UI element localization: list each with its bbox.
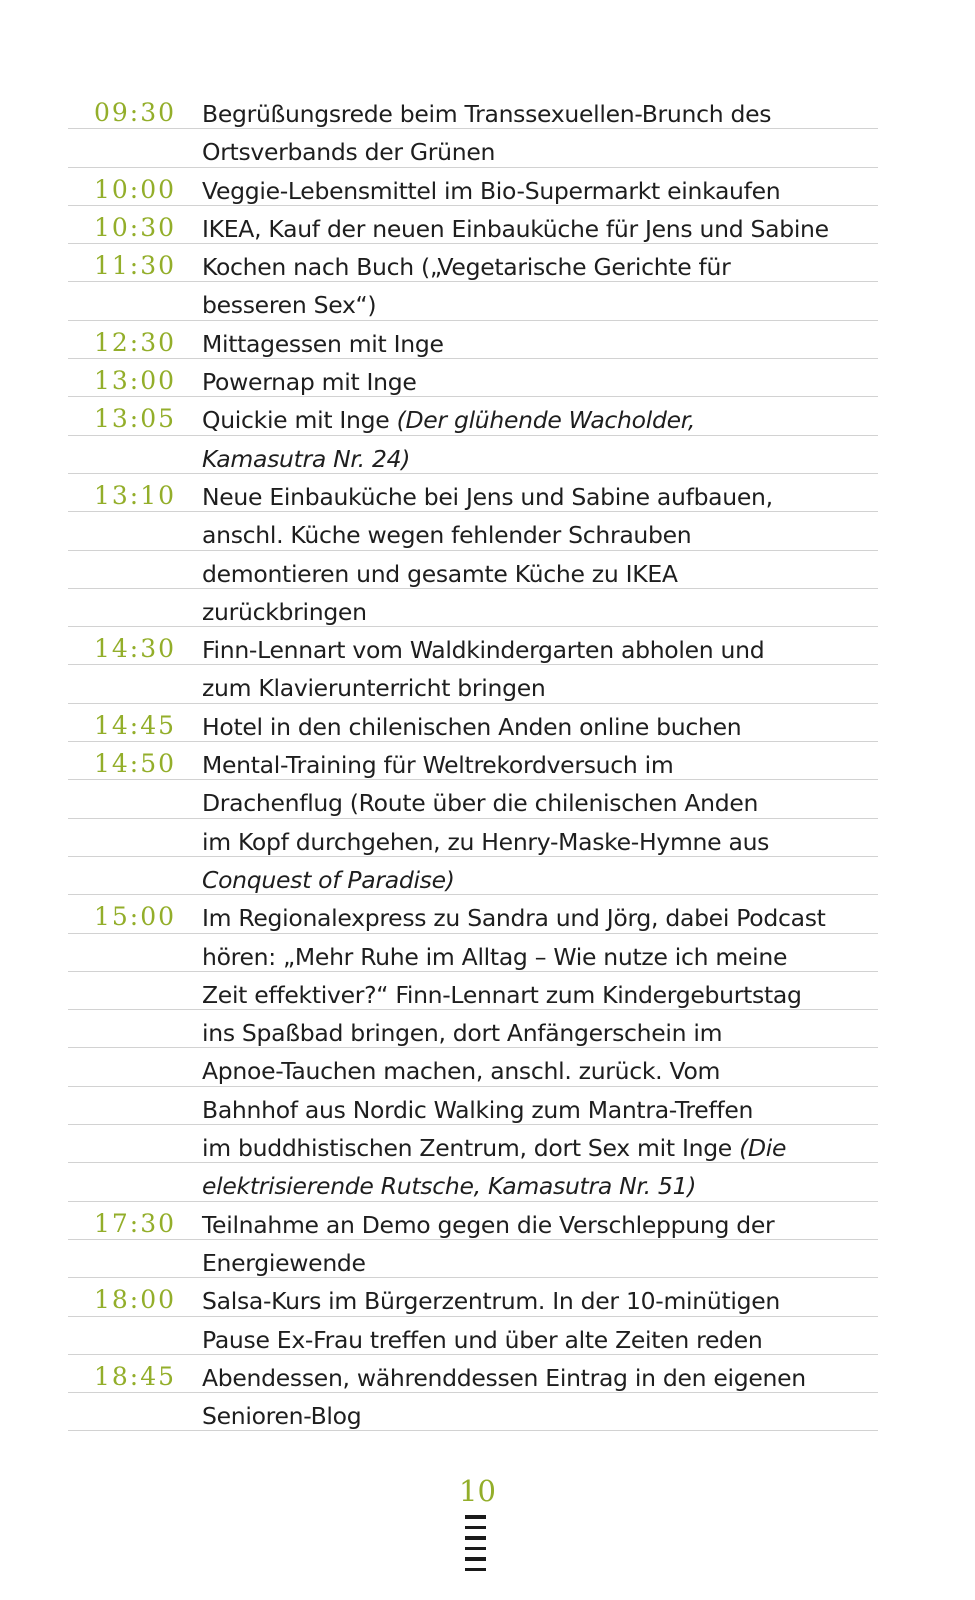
entry-text: [202, 1326, 762, 1354]
entry-text: [202, 406, 695, 434]
entry-time: 11:30: [94, 251, 177, 281]
entry-text-segment: Bahnhof aus Nordic Walking zum Mantra-Treffen: [202, 1095, 754, 1124]
entry-text-segment: besseren Sex“): [202, 291, 377, 320]
entry-time: 13:05: [94, 404, 177, 434]
entry-text: [202, 751, 673, 779]
entry-text-segment: demontieren und gesamte Küche zu IKEA: [202, 559, 678, 588]
page-mark-bar: [465, 1547, 486, 1551]
schedule-entry-continuation: [68, 857, 878, 895]
entry-text: [202, 291, 376, 319]
entry-text: [202, 636, 764, 664]
entry-time: 10:30: [94, 212, 177, 242]
entry-text-segment: IKEA, Kauf der neuen Einbauküche für Jens und Sabine: [202, 214, 829, 243]
entry-text: [202, 1287, 780, 1315]
schedule-entry-continuation: [68, 1317, 878, 1355]
page-mark-bar: [465, 1536, 486, 1540]
entry-text: [202, 981, 802, 1009]
entry-text-segment: Abendessen, währenddessen Eintrag in den eigenen: [202, 1363, 806, 1392]
page-number: 10: [459, 1474, 496, 1508]
schedule-list: [68, 91, 878, 1431]
entry-text-segment: Veggie-Lebensmittel im Bio-Supermarkt einkaufen: [202, 176, 781, 205]
schedule-entry: [68, 627, 878, 665]
entry-text-segment: Mental-Training für Weltrekordversuch im: [202, 751, 674, 780]
entry-text: [202, 904, 826, 932]
entry-time: 14:50: [94, 749, 177, 779]
page-marks-decoration: [465, 1515, 486, 1578]
entry-text-italic: Conquest of Paradise): [202, 865, 455, 894]
entry-time: 10:00: [94, 174, 177, 204]
entry-text: [202, 1019, 722, 1047]
schedule-entry-continuation: [68, 436, 878, 474]
entry-text: [202, 483, 773, 511]
entry-text: [202, 1134, 786, 1162]
entry-text: [202, 1211, 774, 1239]
schedule-entry-continuation: [68, 129, 878, 167]
entry-text-segment: Salsa-Kurs im Bürgerzentrum. In der 10-minütigen: [202, 1287, 780, 1316]
entry-text-segment: zurückbringen: [202, 597, 367, 626]
entry-text-italic: (Der glühende Wacholder,: [396, 406, 696, 435]
page-mark-bar: [465, 1568, 486, 1572]
schedule-entry: [68, 397, 878, 435]
entry-text-segment: im Kopf durchgehen, zu Henry-Maske-Hymne aus: [202, 827, 770, 856]
schedule-entry-continuation: [68, 1240, 878, 1278]
entry-text: [202, 177, 780, 205]
entry-text: [202, 253, 730, 281]
schedule-entry: [68, 895, 878, 933]
schedule-entry-continuation: [68, 780, 878, 818]
schedule-entry: [68, 1202, 878, 1240]
entry-text-segment: Begrüßungsrede beim Transsexuellen-Brunch des: [202, 100, 772, 128]
entry-time: 12:30: [94, 327, 177, 357]
page-mark-bar: [465, 1557, 486, 1561]
page-mark-bar: [465, 1515, 486, 1519]
entry-text-italic: elektrisierende Rutsche, Kamasutra Nr. 51): [202, 1172, 697, 1201]
entry-text: [202, 789, 758, 817]
entry-text: [202, 1249, 366, 1277]
entry-text: [202, 674, 545, 702]
entry-text: [202, 713, 741, 741]
schedule-entry-continuation: [68, 972, 878, 1010]
entry-text: [202, 521, 691, 549]
entry-text: [202, 560, 678, 588]
schedule-entry-continuation: [68, 589, 878, 627]
entry-time: 13:00: [94, 366, 177, 396]
entry-text: [202, 943, 787, 971]
entry-text-segment: Energiewende: [202, 1248, 366, 1277]
entry-text-segment: Senioren-Blog: [202, 1402, 362, 1431]
entry-text: [202, 138, 495, 166]
entry-text-segment: Pause Ex-Frau treffen und über alte Zeiten reden: [202, 1325, 763, 1354]
entry-text: [202, 866, 455, 894]
entry-text: [202, 445, 410, 473]
entry-text-segment: Mittagessen mit Inge: [202, 329, 444, 358]
schedule-entry-continuation: [68, 1087, 878, 1125]
entry-text: [202, 1402, 361, 1430]
entry-text-segment: Neue Einbauküche bei Jens und Sabine aufbauen,: [202, 482, 773, 511]
schedule-entry-continuation: [68, 1125, 878, 1163]
entry-time: 09:30: [94, 98, 177, 127]
schedule-entry-continuation: [68, 819, 878, 857]
entry-time: 17:30: [94, 1208, 177, 1238]
page-mark-bar: [465, 1526, 486, 1530]
entry-time: 14:30: [94, 634, 177, 664]
entry-text: [202, 100, 771, 128]
entry-time: 14:45: [94, 710, 177, 740]
schedule-entry: [68, 704, 878, 742]
entry-text-segment: Kochen nach Buch („Vegetarische Gerichte für: [202, 253, 731, 282]
entry-text-segment: Ortsverbands der Grünen: [202, 138, 496, 167]
entry-text-segment: Drachenflug (Route über die chilenischen Anden: [202, 789, 759, 818]
schedule-entry: [68, 168, 878, 206]
entry-text-segment: Zeit effektiver?“ Finn-Lennart zum Kindergeburtstag: [202, 980, 802, 1009]
schedule-entry: [68, 474, 878, 512]
schedule-entry: [68, 1278, 878, 1316]
schedule-entry: [68, 91, 878, 129]
entry-text-segment: Quickie mit Inge: [202, 406, 397, 435]
entry-text: [202, 330, 444, 358]
schedule-entry: [68, 321, 878, 359]
entry-text-segment: Powernap mit Inge: [202, 368, 417, 397]
schedule-entry-continuation: [68, 665, 878, 703]
entry-text-italic: Kamasutra Nr. 24): [202, 444, 411, 473]
schedule-entry: [68, 1355, 878, 1393]
entry-time: 18:45: [94, 1361, 177, 1391]
entry-text: [202, 215, 829, 243]
entry-text-segment: anschl. Küche wegen fehlender Schrauben: [202, 521, 692, 550]
entry-text-italic: (Die: [739, 1134, 787, 1163]
schedule-entry: [68, 742, 878, 780]
schedule-entry-continuation: [68, 512, 878, 550]
entry-text: [202, 828, 769, 856]
entry-time: 15:00: [94, 902, 177, 932]
entry-text: [202, 368, 417, 396]
schedule-entry-continuation: [68, 1163, 878, 1201]
entry-text: [202, 1364, 806, 1392]
schedule-entry-continuation: [68, 551, 878, 589]
schedule-entry-continuation: [68, 934, 878, 972]
schedule-entry: [68, 244, 878, 282]
schedule-entry: [68, 206, 878, 244]
entry-text: [202, 1057, 720, 1085]
entry-text-segment: hören: „Mehr Ruhe im Alltag – Wie nutze ich meine: [202, 942, 788, 971]
entry-time: 13:10: [94, 480, 177, 510]
entry-text-segment: Hotel in den chilenischen Anden online buchen: [202, 712, 742, 741]
entry-time: 18:00: [94, 1285, 177, 1315]
entry-text-segment: Finn-Lennart vom Waldkindergarten abholen und: [202, 636, 765, 665]
entry-text: [202, 1096, 753, 1124]
entry-text: [202, 1172, 696, 1200]
entry-text-segment: Apnoe-Tauchen machen, anschl. zurück. Vom: [202, 1057, 721, 1086]
entry-text-segment: Im Regionalexpress zu Sandra und Jörg, dabei Podcast: [202, 904, 826, 933]
entry-text: [202, 598, 367, 626]
entry-text-segment: Teilnahme an Demo gegen die Verschleppung der: [202, 1210, 775, 1239]
schedule-entry-continuation: [68, 1393, 878, 1431]
entry-text-segment: ins Spaßbad bringen, dort Anfängerschein im: [202, 1019, 723, 1048]
schedule-entry: [68, 359, 878, 397]
schedule-entry-continuation: [68, 1010, 878, 1048]
schedule-entry-continuation: [68, 282, 878, 320]
entry-text-segment: zum Klavierunterricht bringen: [202, 674, 546, 703]
schedule-entry-continuation: [68, 1048, 878, 1086]
entry-text-segment: im buddhistischen Zentrum, dort Sex mit Inge: [202, 1134, 740, 1163]
